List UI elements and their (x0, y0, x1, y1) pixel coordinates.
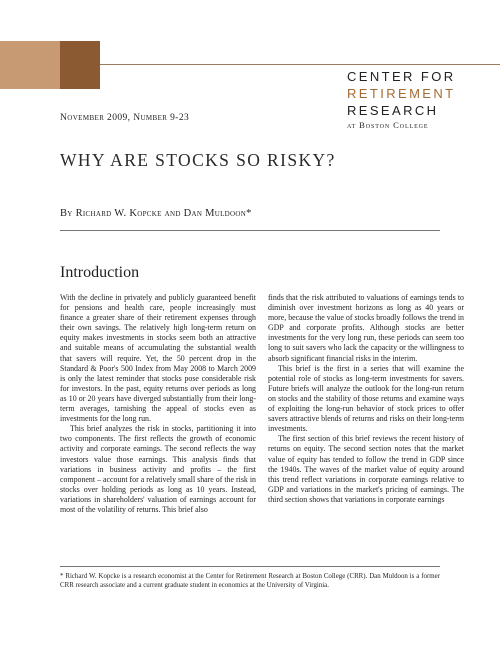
paragraph: With the decline in privately and publicly guaranteed benefit for pensions and health care, people increasingly must finance a greater share of their retirement expenses through their own savings. The relatively high long-term return on equity makes investments in stocks seem both an attractive and suitable means of accumulating the substantial wealth that savers will require. Yet, the 50 percent drop in the Standard & Poor's 500 Index from May 2008 to March 2009 is only the latest reminder that stocks pose considerable risk for investors. In the past, equity returns over periods as long as 10 or 20 years have diverged substantially from their long-term averages, tarnishing the appeal of stocks even as investments for the long run. (60, 293, 256, 424)
text-column-right (268, 293, 464, 505)
header-rule (100, 64, 500, 65)
section-heading: Introduction (60, 264, 140, 281)
issue-dateline: November 2009, Number 9-23 (60, 113, 190, 123)
logo-line-3: RESEARCH (347, 103, 439, 118)
paragraph: This brief is the first in a series that will examine the potential role of stocks as long-term investments for savers. Future briefs will analyze the outlook for the long-run return on stocks and the stability of those returns and examine ways of exploiting the long-run behavior of stock prices to offer savers attractive blends of returns and risks on their long-term investments. (268, 363, 464, 434)
paragraph: finds that the risk attributed to valuations of earnings tends to diminish over investment horizons as long as 40 years or more, because the value of stocks broadly follows the trend in GDP and corporate profits. Although stocks are better investments for the very long run, these periods can seem too long to suit savers who lack the capacity or the willingness to absorb significant financial risks in the interim. (268, 293, 464, 363)
footnote-divider (60, 566, 440, 567)
paragraph: This brief analyzes the risk in stocks, partitioning it into two components. The first reflects the growth of economic activity and corporate earnings. The second reflects the way investors value those earnings. This analysis finds that variations in business activity and profits – the first component – account for a relatively small share of the risk in stocks over holding periods as long as 10 years. Instead, variations in shareholders' valuation of earnings account for most of the volatility of returns. This brief also (60, 424, 256, 514)
crr-logo (347, 70, 497, 130)
header-accent-bar-dark (60, 41, 100, 89)
paragraph: The first section of this brief reviews the recent history of returns on equity. The second section notes that the market value of equity has tended to follow the trend in GDP since the 1940s. The waves of the market value of equity around this trend reflect variations in corporate earnings relative to GDP and variations in the market's pricing of earnings. The third section shows that variations in corporate earnings (268, 434, 464, 504)
author-byline: By Richard W. Kopcke and Dan Muldoon* (60, 208, 252, 219)
text-column-left (60, 293, 256, 515)
brief-title: WHY ARE STOCKS SO RISKY? (60, 150, 336, 170)
logo-line-1: CENTER FOR (347, 69, 456, 84)
author-footnote: * Richard W. Kopcke is a research economist at the Center for Retirement Research at Boston College (CRR). Dan Muldoon is a former CRR research associate and a current graduate student in economics at the University of Virginia. (60, 573, 440, 589)
logo-line-4: at Boston College (347, 120, 429, 130)
logo-line-2: RETIREMENT (347, 86, 456, 101)
byline-divider (60, 230, 440, 231)
